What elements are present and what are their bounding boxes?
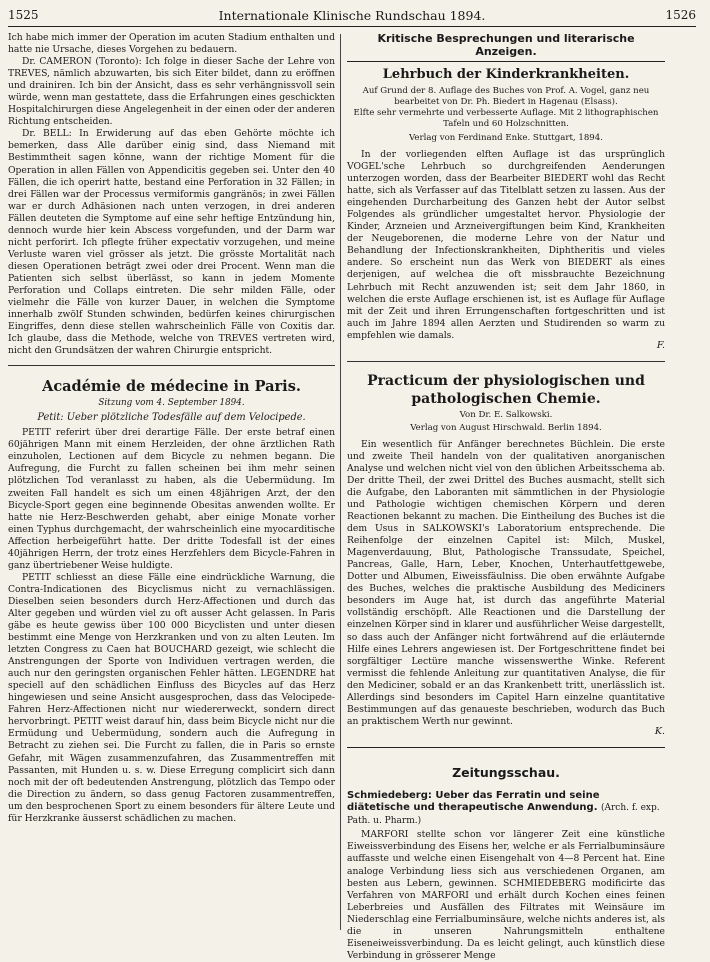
book-subtitle: Auf Grund der 8. Auflage des Buches von Prof. A. Vogel, ganz neu bearbeitet von Dr. Ph. Biedert in Hagenau (Elsass). (362, 86, 650, 107)
review-signature: K. (654, 725, 665, 737)
book-edition: Elfte sehr vermehrte und verbesserte Auflage. Mit 2 lithographischen Tafeln und 60 Holzschnitten. (353, 108, 659, 129)
review-text: In der vorliegenden elften Auflage ist das ursprünglich VOGEL'sche Lehrbuch so durchgreifenden Aenderungen unterzogen worden, dass der Bearbeiter BIEDERT wohl das Recht hatte, sich als Verfasser auf das Titelblatt setzen zu lassen. Aus der eingehenden Durcharbeitung des Ganzen hebt der Autor selbst Folgendes als gründlicher umgestaltet hervor. Physiologie der Kinder, Arzneien und Arzneivergiftungen beim Kind, Krankheiten der Neugeborenen, die moderne Lehre von der Natur und Behandlung der Infectionskrankheiten, Diphtheritis und vieles andere. So erscheint nun das Werk von BIEDERT als eines derjenigen, auf welchea die oft missbrauchte Bezeichnung Lehrbuch mit Recht anzuwenden ist; seit dem Jahr 1860, in welchen die erste Auflage erschienen ist, ist es Auflage für Auflage mit der Zeit und ihren Errungenschaften fortgeschritten und ist auch im Jahre 1894 allen Aerzten und Studirenden so warm zu empfehlen wie damals. (347, 149, 665, 341)
reference-title: Schmiedeberg: Ueber das Ferratin und seine diätetische und therapeutische Anwendung. (347, 789, 600, 814)
book-title: Lehrbuch der Kinderkrankheiten. (382, 67, 630, 82)
page-number-left: 1525 (8, 8, 39, 22)
paragraph: Dr. CAMERON (Toronto): Ich folge in dieser Sache der Lehre von TREVES, nämlich abzuwarten, bis sich Eiter bildet, dann zu eröffnen und drainiren. Ich bin der Ansicht, dass es sehr verhängnissvoll sein würde, wenn man gestattete, dass die Erfahrungen eines geschickten Hospitalchirurgen diese Angelegenheit in der einen oder der anderen Richtung entscheiden. (8, 56, 335, 128)
review-text: Ein wesentlich für Anfänger berechnetes Büchlein. Die erste und zweite Theil handeln von der qualitativen anorganischen Analyse und welchen nicht viel von den üblichen Arbeitsschema ab. Der dritte Theil, der zwei Drittel des Buches ausmacht, stellt sich die Aufgabe, den Laboranten mit sämmtlichen in der Physiologie und Pathologie wichtigen chemischen Körpern und deren Reactionen bekannt zu machen. Die Eintheilung des Buches ist die dem Usus in SALKOWSKI's Laboratorium entsprechende. Die Reihenfolge der einzelnen Capitel ist: Milch, Muskel, Magenverdauung, Blut, Pathologische Transsudate, Speichel, Pancreas, Galle, Harn, Leber, Knochen, Unterhautfettgewebe, Dotter und Albumen, Eiweissfäulniss. Die oben erwähnte Aufgabe des Buches, welches die praktische Ausbildung des Mediciners besonders im Auge hat, ist durch das angeführte Material vollständig erschöpft. Alle Reactionen und die Darstellung der einzelnen Körper sind in klarer und ausführlicher Weise dargestellt, so dass auch der Anfänger nicht fortwährend auf die erläuternde Hilfe eines Lehrers angewiesen ist. Der Fortgeschrittene findet bei sorgfältiger Lectüre manche wissenswerthe Winke. Referent vermisst die fehlende Anleitung zur quantitativen Analyse, die für den Mediciner, sobald er an das Krankenbett tritt, unerlässlich ist. Allerdings sind besonders im Capitel Harn einzelne quantitative Bestimmungen auf das genaueste beschrieben, wodurch das Buch an praktischem Werth nur gewinnt. (347, 438, 665, 727)
column-divider (340, 34, 341, 930)
book-title: Practicum der physiologischen und pathologischen Chemie. (367, 372, 645, 407)
review-signature: F. (656, 339, 665, 351)
book-author: Von Dr. E. Salkowski. (459, 409, 553, 420)
paragraph: PETIT schliesst an diese Fälle eine eindrückliche Warnung, die Contra-Indicationen des Bicyclismus nicht zu vernachlässigen. Dieselben seien besonders durch Herz-Affectionen und durch das Alter gegeben und würden viel zu oft ausser Acht gelassen. In Paris gäbe es heute gewiss über 100 000 Bicyclisten und unter diesen bestimmt eine Menge von Herzkranken und von zu alten Leuten. Im letzten Congress zu Caen hat BOUCHARD gezeigt, wie schlecht die Anstrengungen der Sporte von Individuen vertragen werden, die auch nur den geringsten organischen Fehler hätten. LEGENDRE hat speciell auf den schädlichen Einfluss des Bicycles auf das Herz hingewiesen und seine Ansicht ausgesprochen, dass das Velocipede-Fahren Herz-Affectionen nicht nur wiedererweckt, sondern direct hervorbringt. PETIT weist darauf hin, dass beim Bicycle nicht nur die Ermüdung und Uebermüdung, sondern auch die Aufregung in Betracht zu ziehen sei. Die Furcht zu fallen, die in Paris so ernste Gefahr, mit Wägen zusammenzufahren, das Zusammentreffen mit Passanten, mit Hunden u. s. w. Diese Erregung complicirt sich dann noch mit der oft bedeutenden Anstrengung, plötzlich das Tempo oder die Direction zu ändern, so dass genug Factoren zusammentreffen, um den besprochenen Sport zu einem besonders für ältere Leute und für Herzkranke äusserst schädlichen zu machen. (8, 571, 335, 824)
paragraph: PETIT referirt über drei derartige Fälle. Der erste betraf einen 60jährigen Mann mit einem Herzleiden, der ohne ärztlichen Rath einzuholen, Lectionen auf dem Bicycle zu nehmen begann. Die Aufregung, die Furcht zu fallen scheinen bei ihm mehr seinen plötzlichen Tod veranlasst zu haben, als die Uebermüdung. Im zweiten Fall handelt es sich um einen 48jährigen Arzt, der den Bicycle-Sport gegen eine beginnende Obesitas anwenden wollte. Er hatte nie Herz-Beschwerden gehabt, aber einige Monate vorher einen Typhus durchgemacht, der wahrscheinlich eine myocarditische Affection herbeigeführt hatte. Der dritte Todesfall ist der eines 40jährigen Herrn, der trotz eines Herzfehlers dem Bicycle-Fahren in ganz übertriebener Weise huldigte. (8, 427, 335, 571)
paragraph: Ich habe mich immer der Operation im acuten Stadium enthalten und hatte nie Ursache, dieses Vorgehen zu bedauern. (8, 32, 335, 56)
reference-source: (Arch. f. exp. Path. u. Pharm.) (347, 803, 660, 826)
page-number-right: 1526 (665, 8, 696, 22)
paragraph: Dr. BELL: In Erwiderung auf das eben Gehörte möchte ich bemerken, dass Alle darüber einig sind, dass Niemand mit Bestimmtheit sagen könne, wann der richtige Moment für die Operation in allen Fällen von Appendicitis gegeben sei. Unter den 40 Fällen, die ich operirt hatte, bestand eine Perforation in 32 Fällen; in drei Fällen war der Processus vermiformis gangränös; in zwei Fällen war er durch Adhäsionen nach unten verzogen, in drei anderen Fällen deuteten die Symptome auf eine sehr heftige Entzündung hin, dennoch wurde hier kein Abscess vorgefunden, und der Darm war nicht perforirt. Ich pflegte früher expectativ vorzugehen, und meine Verluste waren viel grösser als jetzt. Die grösste Mortalität nach diesen Operationen beträgt zwei oder drei Procent. Wenn man die Patienten sich selbst überlässt, so kann in jedem Momente Perforation und Collaps eintreten. Die sehr milden Fälle, oder vielmehr die Fälle von kurzer Dauer, in welchen die Symptome innerhalb zwölf Stunden schwinden, bedürfen keines chirurgischen Eingriffes, denn diese stellen wahrscheinlich Fälle von Coxitis dar. Ich glaube, dass die Methode, welche von TREVES vertreten wird, nicht den Grundsätzen der wahren Chirurgie entspricht. (8, 128, 335, 357)
running-header (8, 4, 696, 27)
section-divider (8, 365, 335, 366)
reference-heading (347, 790, 665, 828)
session-date: Sitzung vom 4. September 1894. (98, 398, 245, 409)
journal-title: Internationale Klinische Rundschau 1894. (218, 7, 486, 23)
section-divider (347, 361, 665, 362)
right-column (347, 32, 665, 961)
section-divider (347, 747, 665, 748)
section-heading: Zeitungsschau. (452, 764, 560, 780)
book-publisher: Verlag von Ferdinand Enke. Stuttgart, 1894. (409, 133, 603, 143)
section-heading: Académie de médecine in Paris. (42, 378, 301, 396)
section-title: Kritische Besprechungen und literarische Anzeigen. (347, 32, 665, 62)
topic-heading: Petit: Ueber plötzliche Todesfälle auf dem Velocipede. (37, 412, 306, 424)
paragraph: MARFORI stellte schon vor längerer Zeit eine künstliche Eiweissverbindung des Eisens her, welche er als Ferrialbuminsäure auffasste und welche einen Eisengehalt von 4—8 Percent hat. Eine analoge Verbindung liess sich aus verschiedenen Organen, am besten aus Lebern, gewinnen. SCHMIEDEBERG modificirte das Verfahren von MARFORI und erhält durch Kochen eines feinen Leberbreies und Ausfällen des Filtrates mit Weinsäure im Niederschlag eine Ferrialbuminsäure, welche nichts anderes ist, als die in unseren Nahrungsmitteln enthaltene Eiseneiweissverbindung. Da es leicht gelingt, auch künstlich diese Verbindung in grösserer Menge (347, 829, 665, 961)
book-publisher: Verlag von August Hirschwald. Berlin 1894. (410, 422, 602, 433)
left-column (8, 32, 335, 954)
